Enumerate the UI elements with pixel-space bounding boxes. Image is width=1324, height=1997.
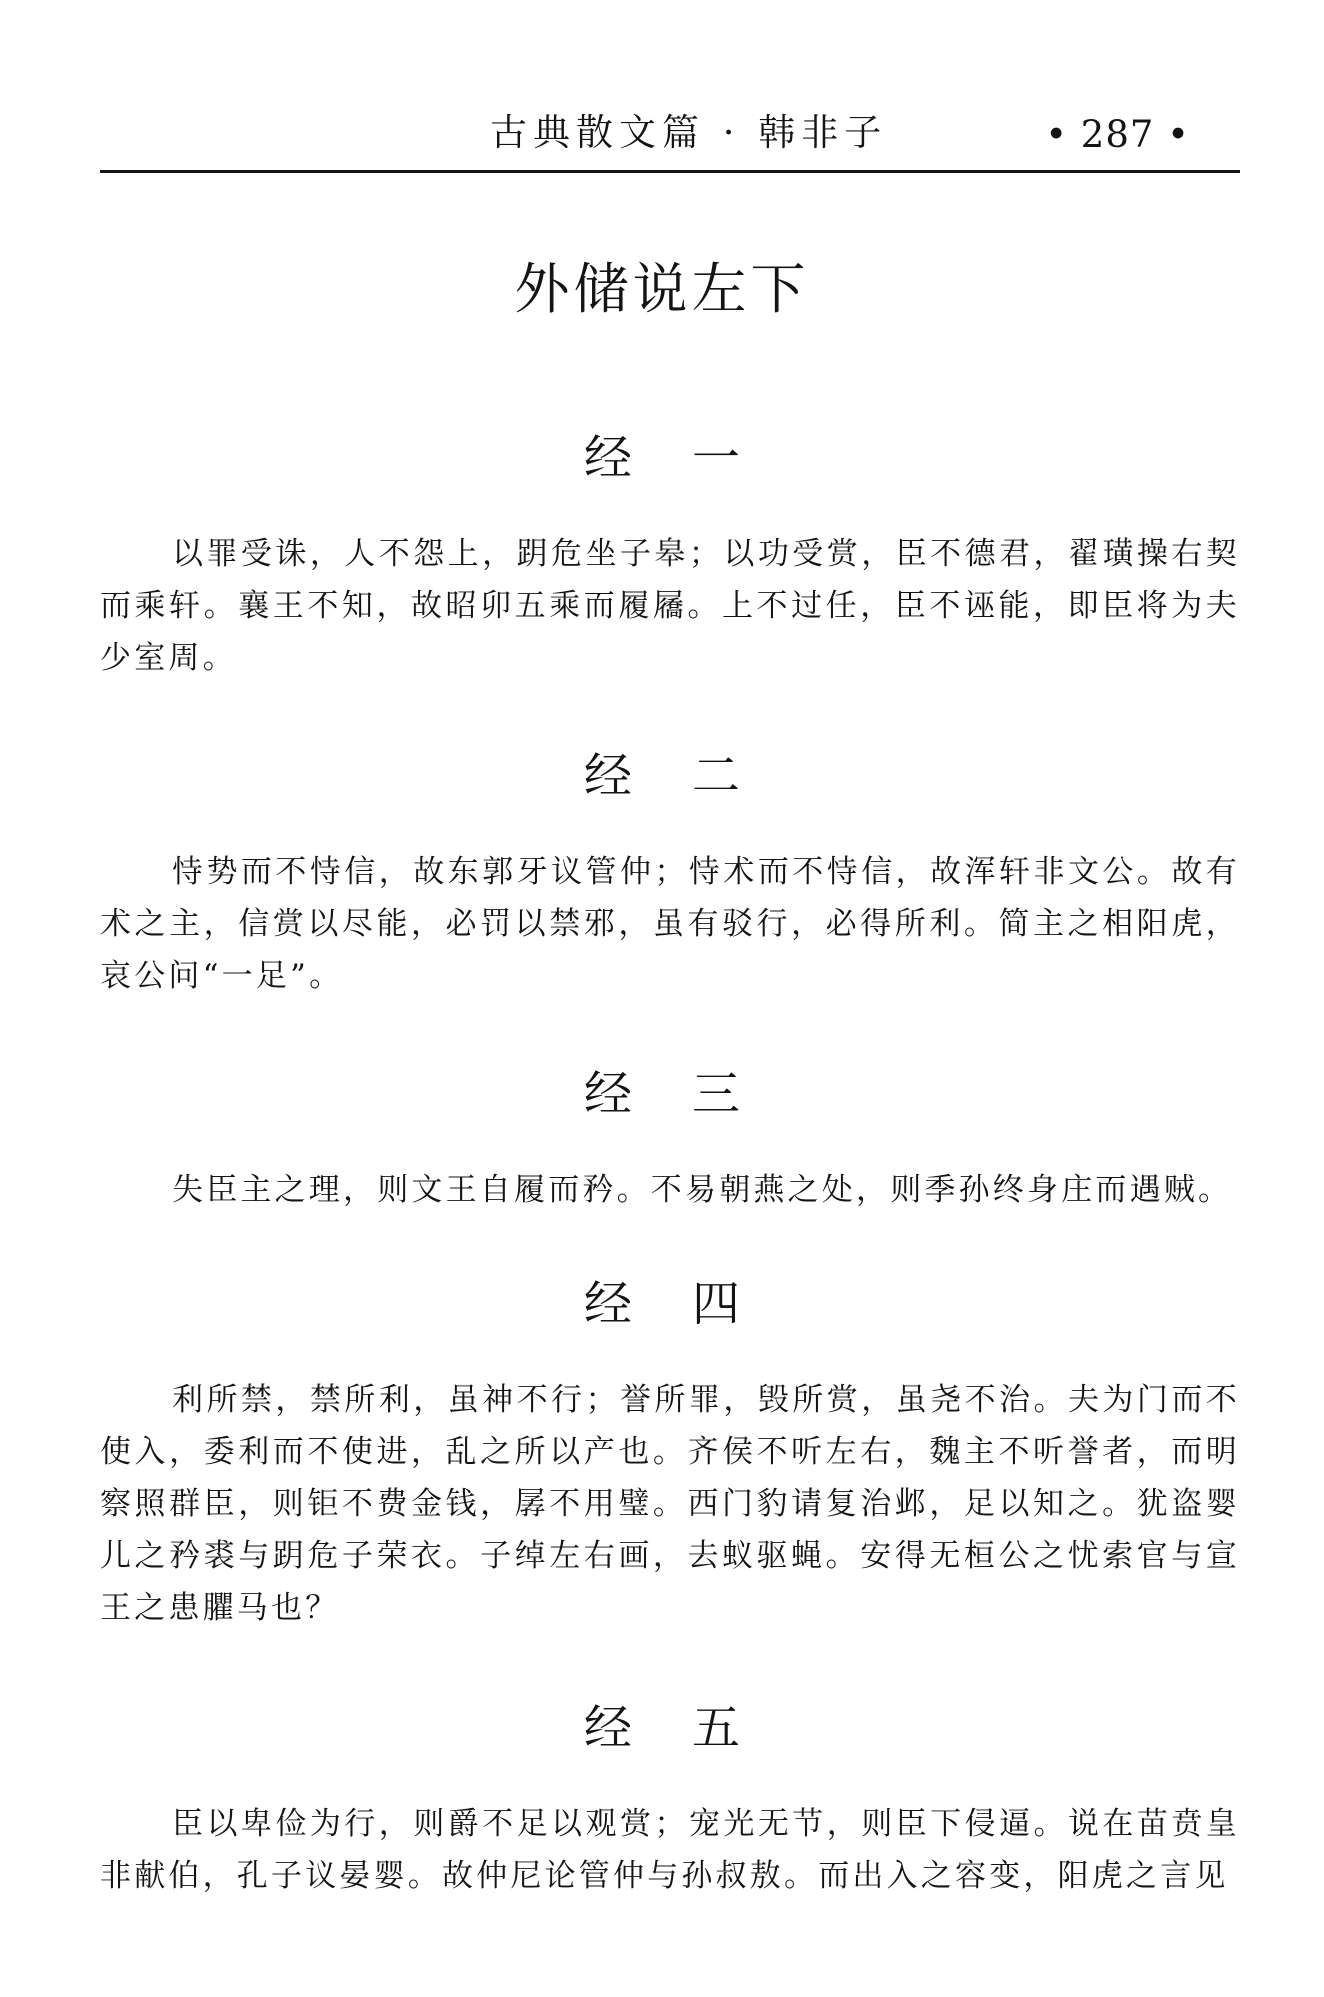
section-paragraph-1: 以罪受诛，人不怨上，跀危坐子皋；以功受赏，臣不德君，翟璜操右契而乘轩。襄王不知，故昭卯五乘而履屩。上不过任，臣不诬能，即臣将为夫少室周。 — [100, 536, 1240, 676]
section-heading-number: 五 — [692, 1700, 741, 1756]
chapter-title: 外储说左下 — [514, 257, 810, 321]
section-heading-number: 四 — [692, 1276, 741, 1332]
section-paragraph-4: 利所禁，禁所利，虽神不行；誉所罪，毁所赏，虽尧不治。夫为门而不使入，委利而不使进，乱之所以产也。齐侯不听左右，魏主不听誉者，而明察照群臣，则钜不费金钱，孱不用璧。西门豹请复治邺，足以知之。犹盗婴儿之矜裘与跀危子荣衣。子绰左右画，去蚁驱蝇。安得无桓公之忧索官与宣王之患臞马也？ — [100, 1382, 1240, 1626]
section-paragraph-2: 恃势而不恃信，故东郭牙议管仲；恃术而不恃信，故浑轩非文公。故有术之主，信赏以尽能，必罚以禁邪，虽有驳行，必得所利。简主之相阳虎，哀公问“一足”。 — [100, 854, 1240, 994]
section-paragraph-3: 失臣主之理，则文王自履而矜。不易朝燕之处，则季孙终身庄而遇贼。 — [172, 1172, 1233, 1208]
running-header — [100, 108, 1240, 168]
section-heading-number: 一 — [692, 430, 741, 486]
section-heading-3 — [0, 1066, 1324, 1122]
section-heading-1 — [0, 430, 1324, 486]
section-heading-5 — [0, 1700, 1324, 1756]
header-rule — [100, 170, 1240, 173]
page-number: • 287 • — [1045, 113, 1190, 156]
section-heading-2 — [0, 748, 1324, 804]
section-heading-label: 经 — [583, 430, 632, 486]
running-title: 古典散文篇 · 韩非子 — [490, 111, 888, 154]
section-heading-label: 经 — [583, 1700, 632, 1756]
section-heading-4 — [0, 1276, 1324, 1332]
section-heading-label: 经 — [583, 1276, 632, 1332]
section-heading-number: 三 — [692, 1066, 741, 1122]
section-paragraph-5: 臣以卑俭为行，则爵不足以观赏；宠光无节，则臣下侵逼。说在苗贲皇非献伯，孔子议晏婴。故仲尼论管仲与孙叔敖。而出入之容变，阳虎之言见 — [100, 1806, 1240, 1894]
section-heading-label: 经 — [583, 1066, 632, 1122]
section-heading-number: 二 — [692, 748, 741, 804]
section-heading-label: 经 — [583, 748, 632, 804]
